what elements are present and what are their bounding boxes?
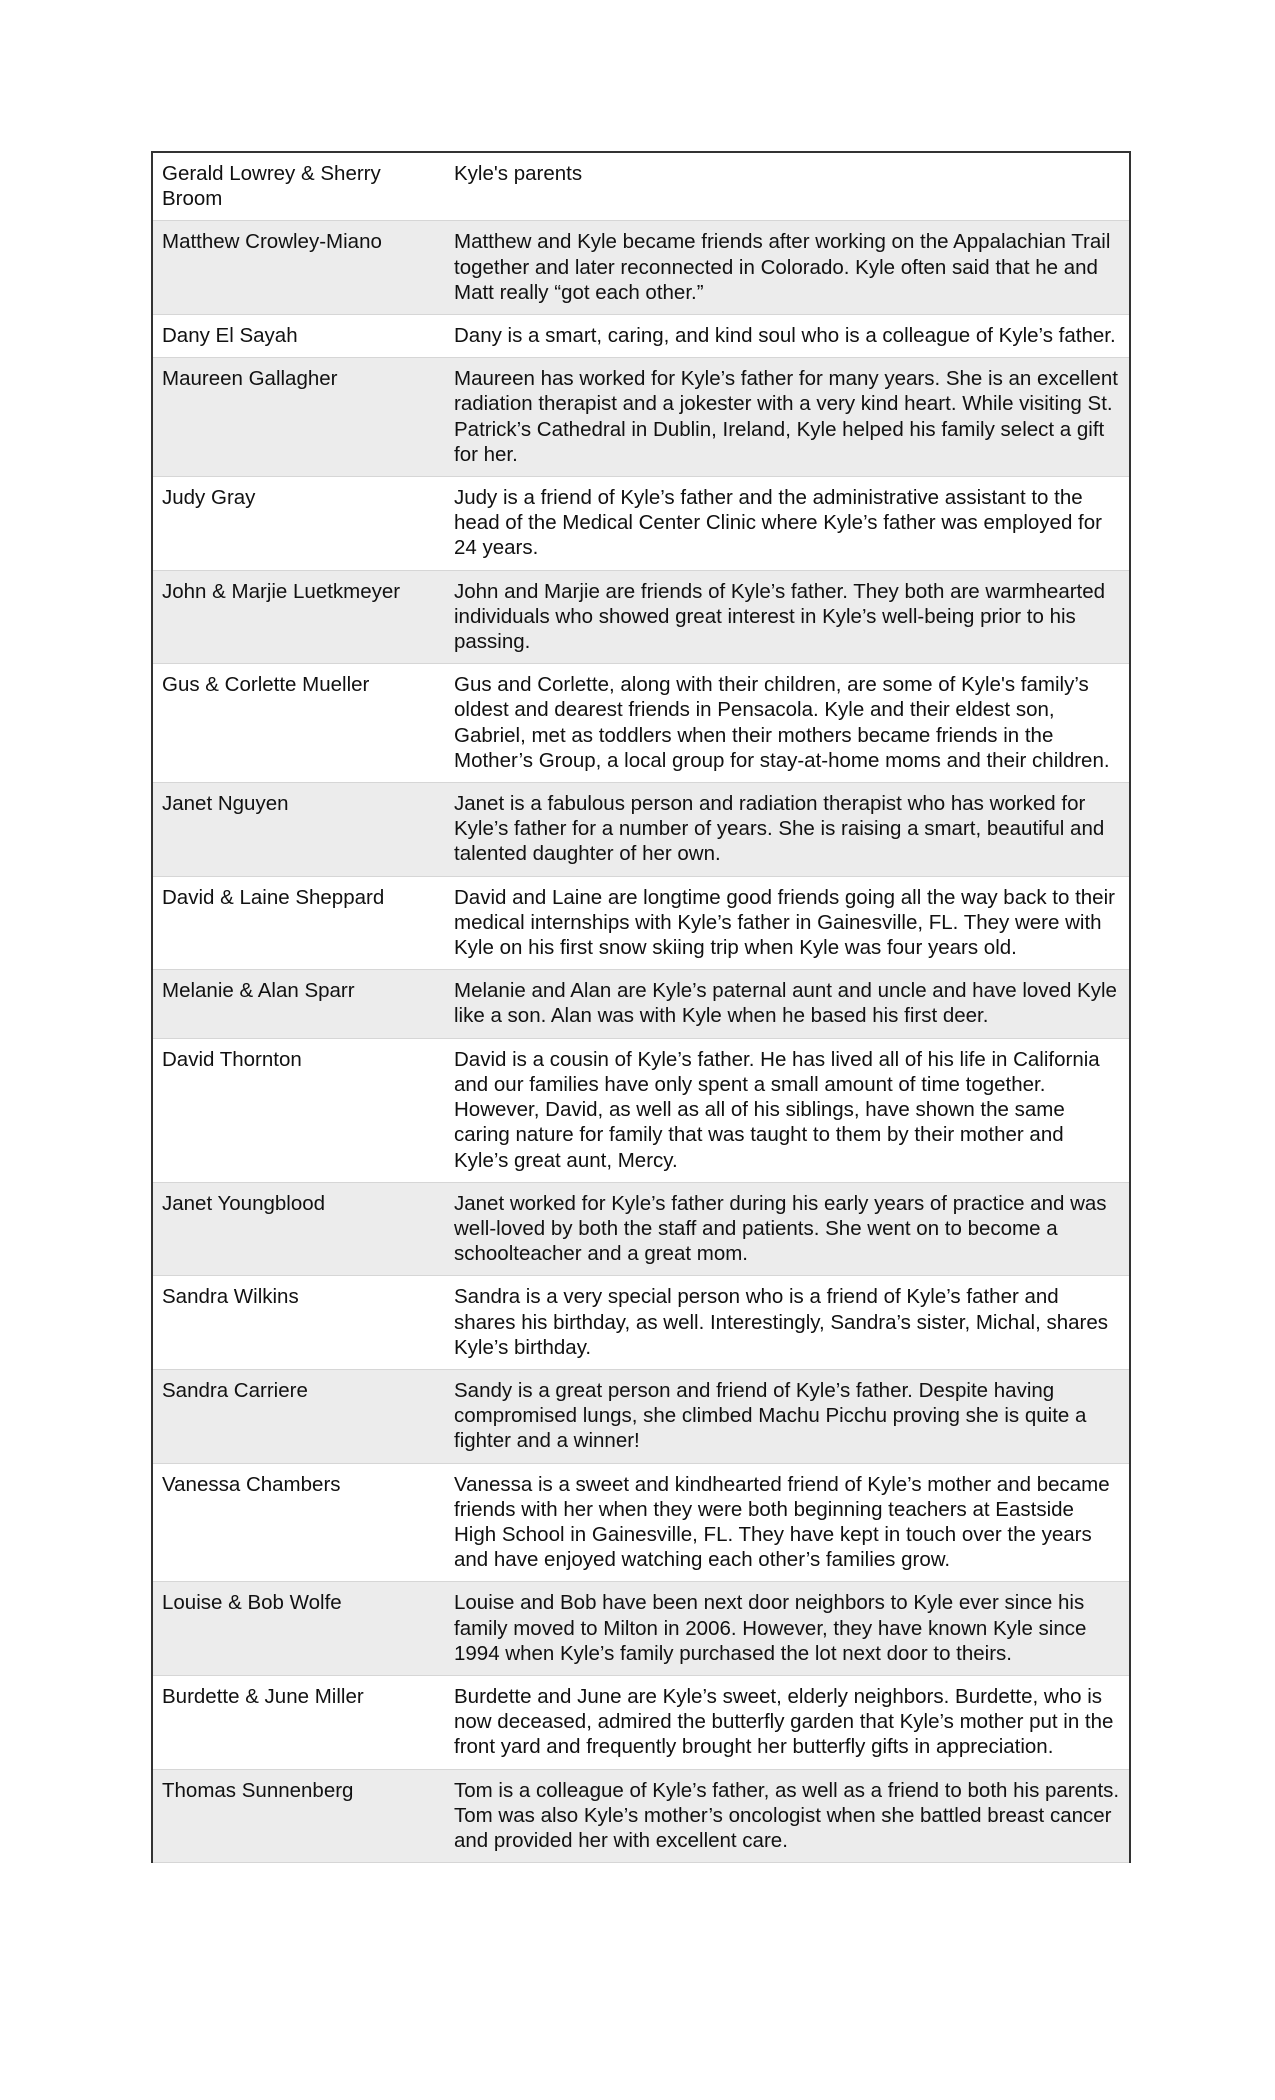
person-description: Sandra is a very special person who is a friend of Kyle’s father and shares his birthday, as well. Interestingly, Sandra’s sister, Michal, shares Kyle’s birthday. xyxy=(452,1276,1130,1370)
table-row xyxy=(152,664,1130,783)
person-description: David is a cousin of Kyle’s father. He has lived all of his life in California and our families have only spent a small amount of time together. However, David, as well as all of his siblings, have shown the same caring nature for family that was taught to them by their mother and Kyle’s great aunt, Mercy. xyxy=(452,1038,1130,1182)
table-row xyxy=(152,1769,1130,1863)
table-row xyxy=(152,1582,1130,1676)
person-name: Janet Youngblood xyxy=(152,1182,452,1276)
person-name: Melanie & Alan Sparr xyxy=(152,970,452,1038)
person-description: Dany is a smart, caring, and kind soul who is a colleague of Kyle’s father. xyxy=(452,315,1130,358)
person-name: Judy Gray xyxy=(152,477,452,571)
person-description: Sandy is a great person and friend of Kyle’s father. Despite having compromised lungs, she climbed Machu Picchu proving she is quite a fighter and a winner! xyxy=(452,1369,1130,1463)
document-page xyxy=(151,151,1129,1863)
person-description: Gus and Corlette, along with their children, are some of Kyle's family’s oldest and dearest friends in Pensacola. Kyle and their eldest son, Gabriel, met as toddlers when their mothers became friends in the Mother’s Group, a local group for stay-at-home moms and their children. xyxy=(452,664,1130,783)
table-row xyxy=(152,783,1130,877)
table-row xyxy=(152,1276,1130,1370)
person-description: Matthew and Kyle became friends after working on the Appalachian Trail together and later reconnected in Colorado. Kyle often said that he and Matt really “got each other.” xyxy=(452,221,1130,315)
table-row xyxy=(152,477,1130,571)
person-description: Melanie and Alan are Kyle’s paternal aunt and uncle and have loved Kyle like a son. Alan was with Kyle when he based his first deer. xyxy=(452,970,1130,1038)
person-name: Janet Nguyen xyxy=(152,783,452,877)
person-name: Maureen Gallagher xyxy=(152,358,452,477)
table-row xyxy=(152,970,1130,1038)
table-row xyxy=(152,315,1130,358)
person-description: Burdette and June are Kyle’s sweet, elderly neighbors. Burdette, who is now deceased, admired the butterfly garden that Kyle’s mother put in the front yard and frequently brought her butterfly gifts in appreciation. xyxy=(452,1675,1130,1769)
table-row xyxy=(152,1369,1130,1463)
table-row xyxy=(152,1463,1130,1582)
table-row xyxy=(152,358,1130,477)
person-name: Sandra Wilkins xyxy=(152,1276,452,1370)
person-name: David & Laine Sheppard xyxy=(152,876,452,970)
person-description: David and Laine are longtime good friends going all the way back to their medical internships with Kyle’s father in Gainesville, FL. They were with Kyle on his first snow skiing trip when Kyle was four years old. xyxy=(452,876,1130,970)
person-description: Judy is a friend of Kyle’s father and the administrative assistant to the head of the Medical Center Clinic where Kyle’s father was employed for 24 years. xyxy=(452,477,1130,571)
person-name: John & Marjie Luetkmeyer xyxy=(152,570,452,664)
person-name: Sandra Carriere xyxy=(152,1369,452,1463)
person-name: Vanessa Chambers xyxy=(152,1463,452,1582)
table-row xyxy=(152,876,1130,970)
person-description: John and Marjie are friends of Kyle’s father. They both are warmhearted individuals who showed great interest in Kyle’s well-being prior to his passing. xyxy=(452,570,1130,664)
person-name: David Thornton xyxy=(152,1038,452,1182)
people-table xyxy=(151,151,1131,1863)
person-name: Matthew Crowley-Miano xyxy=(152,221,452,315)
person-name: Burdette & June Miller xyxy=(152,1675,452,1769)
person-name: Dany El Sayah xyxy=(152,315,452,358)
table-row xyxy=(152,1038,1130,1182)
table-row xyxy=(152,1182,1130,1276)
person-name: Thomas Sunnenberg xyxy=(152,1769,452,1863)
table-row xyxy=(152,1675,1130,1769)
table-row xyxy=(152,570,1130,664)
person-description: Vanessa is a sweet and kindhearted friend of Kyle’s mother and became friends with her when they were both beginning teachers at Eastside High School in Gainesville, FL. They have kept in touch over the years and have enjoyed watching each other’s families grow. xyxy=(452,1463,1130,1582)
person-description: Louise and Bob have been next door neighbors to Kyle ever since his family moved to Milton in 2006. However, they have known Kyle since 1994 when Kyle’s family purchased the lot next door to theirs. xyxy=(452,1582,1130,1676)
person-name: Gerald Lowrey & Sherry Broom xyxy=(152,152,452,221)
table-row xyxy=(152,152,1130,221)
person-description: Janet worked for Kyle’s father during his early years of practice and was well-loved by both the staff and patients. She went on to become a schoolteacher and a great mom. xyxy=(452,1182,1130,1276)
person-description: Janet is a fabulous person and radiation therapist who has worked for Kyle’s father for a number of years. She is raising a smart, beautiful and talented daughter of her own. xyxy=(452,783,1130,877)
person-name: Louise & Bob Wolfe xyxy=(152,1582,452,1676)
table-row xyxy=(152,221,1130,315)
person-description: Tom is a colleague of Kyle’s father, as well as a friend to both his parents. Tom was also Kyle’s mother’s oncologist when she battled breast cancer and provided her with excellent care. xyxy=(452,1769,1130,1863)
person-description: Maureen has worked for Kyle’s father for many years. She is an excellent radiation therapist and a jokester with a very kind heart. While visiting St. Patrick’s Cathedral in Dublin, Ireland, Kyle helped his family select a gift for her. xyxy=(452,358,1130,477)
person-description: Kyle's parents xyxy=(452,152,1130,221)
person-name: Gus & Corlette Mueller xyxy=(152,664,452,783)
